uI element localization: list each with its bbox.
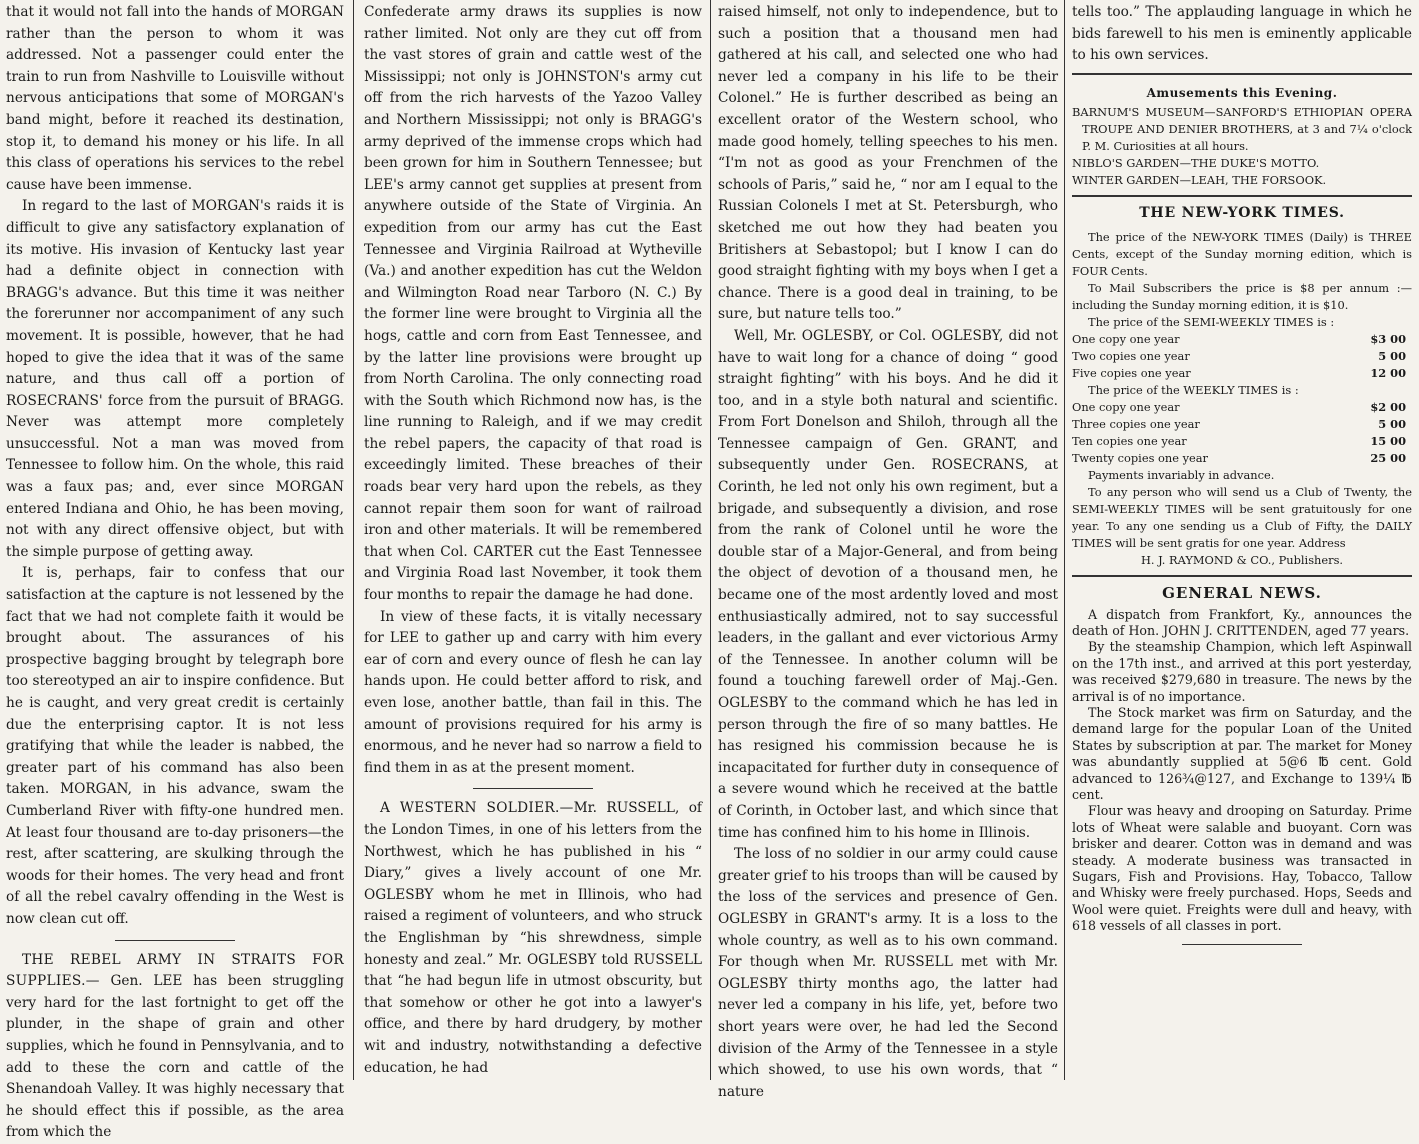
club-offer: To any person who will send us a Club of Twenty, the SEMI-WEEKLY TIMES will be sent gratuitously for one year. To any one sending us a Club of Fifty, the DAILY TIMES will be sent gratis for one year. Address <box>1072 484 1412 550</box>
news-item: By the steamship Champion, which left Aspinwall on the 17th inst., and arrived at this port yesterday, was received $279,680 in treasure. The news by the arrival is of no importance. <box>1072 639 1412 704</box>
paragraph: The loss of no soldier in our army could cause greater grief to his troops than will be caused by the loss of the services and presence of Gen. OGLESBY in GRANT's army. It is a loss to the whole country, as well as to his own command. For though when Mr. RUSSELL met with Mr. OGLESBY thirty months ago, the latter had never led a company in his life, yet, before two short years were over, he had led the Second division of the Army of the Tennessee in a style which showed, to use his own words, that “ nature <box>718 846 1059 1100</box>
paragraph: It is, perhaps, fair to confess that our satisfaction at the capture is not lessened by the fact that we had not complete faith it would be brought about. The assurances of his prospective bagging brought by telegraph bore too stereotyped an air to inspire confidence. But he is caught, and very great credit is certainly due the enterprising captor. It is not less gratifying that while the leader is nabbed, the greater part of his command has also been taken. MORGAN, in his advance, swam the Cumberland River with fifty-one hundred men. At least four thousand are to-day prisoners—the rest, after scattering, are skulking through the woods for their homes. The very head and front of all the rebel cavalry offending in the West is now clean cut off. <box>6 565 344 927</box>
paragraph: Confederate army draws its supplies is now rather limited. Not only are they cut off from the vast stores of grain and cattle west of the Mississippi; not only is JOHNSTON's army cut off from the rich harvests of the Yazoo Valley and Northern Mississippi; not only is BRAGG's army deprived of the immense crops which had been grown for him in Southern Tennessee; but LEE's army cannot get supplies at present from anywhere outside of the State of Virginia. An expedition from our army has cut the East Tennessee and Virginia Railroad at Wytheville (Va.) and another expedition has cut the Weldon and Wilmington Road near Tarboro (N. C.) By the former line were brought to Virginia all the hogs, cattle and corn from East Tennessee, and by the latter line provisions were brought up from North Carolina. The only connecting road with the South which Richmond now has, is the line running to Raleigh, and if we may credit the rebel papers, the capacity of that road is exceedingly limited. These breaches of their roads bear very hard upon the rebels, as they cannot repair them soon for want of railroad iron and other materials. It will be remembered that when Col. CARTER cut the East Tennessee and Virginia Road last November, it took them four months to repair the damage he had done. <box>364 4 702 604</box>
publisher-line: H. J. RAYMOND & CO., Publishers. <box>1140 552 1344 567</box>
price-amount: $2 00 <box>1370 399 1406 414</box>
price-amount: 15 00 <box>1370 433 1406 448</box>
paragraph: that it would not fall into the hands of MORGAN rather than the person to whom it was addressed. Not a passenger could enter the train to run from Nashville to Louisville without nervous anticipations that some of MORGAN's band might, before it reached its destination, stop it, to demand his money or his life. In all this class of operations his services to the rebel cause have been immense. <box>6 4 344 193</box>
column-2 <box>364 2 702 1078</box>
article-title: THE REBEL ARMY IN STRAITS FOR SUPPLIES.— <box>6 951 344 990</box>
column-rule <box>1064 0 1065 1080</box>
article-separator <box>1182 944 1302 945</box>
news-item: A dispatch from Frankfort, Ky., announces the death of Hon. JOHN J. CRITTENDEN, aged 77 years. <box>1072 606 1412 638</box>
price-label: Three copies one year <box>1072 416 1200 431</box>
price-amount: 5 00 <box>1378 416 1406 431</box>
weekly-label: The price of the WEEKLY TIMES is : <box>1088 382 1299 397</box>
amusements-heading: Amusements this Evening. <box>1146 85 1338 100</box>
paragraph: raised himself, not only to independence, but to such a position that a thousand men had gathered at his call, and selected one who had never led a company in his life to be their Colonel.” He is further described as being an excellent orator of the Western school, who made good homely, telling speeches to his men. “I'm not as good as your Frenchmen of the schools of Paris,” said he, “ nor am I equal to the Russian Colonels I met at St. Petersburgh, who sketched me out how they had beaten you Britishers at Sebastopol; but I know I can do good straight fighting with my boys when I get a chance. There is a good deal in training, to be sure, but nature tells too.” <box>718 4 1058 323</box>
section-separator <box>1072 575 1412 577</box>
amusement-item: NIBLO'S GARDEN—THE DUKE'S MOTTO. <box>1072 156 1320 171</box>
amusement-item: BARNUM'S MUSEUM—SANFORD'S ETHIOPIAN OPERA TROUPE AND DENIER BROTHERS, at 3 and 7¼ o'clock P. M. Curiosities at all hours. <box>1072 105 1412 154</box>
paragraph: Well, Mr. OGLESBY, or Col. OGLESBY, did not have to wait long for a chance of doing “ good straight fighting” with his boys. And he did it too, and in a style both natural and scientific. From Fort Donelson and Shiloh, through all the Tennessee campaign of Gen. GRANT, and subsequently under Gen. ROSECRANS, at Corinth, he led not only his own regiment, but a brigade, and subsequently a division, and rose from the rank of Colonel until he wore the double star of a Major-General, and from being the object of devotion of a thousand men, he became one of the most ardently loved and most enthusiastically admired, not to say successful leaders, in the gallant and ever victorious Army of the Tennessee. In another column will be found a touching farewell order of Maj.-Gen. OGLESBY to the command which he has led in person through the fire of so many battles. He has resigned his commission because he is incapacitated for further duty in consequence of a severe wound which he received at the battle of Corinth, in October last, and which since that time has confined him to his home in Illinois. <box>718 327 1058 841</box>
nyt-heading: THE NEW-YORK TIMES. <box>1139 205 1345 222</box>
column-3 <box>718 2 1059 1100</box>
payments-note: Payments invariably in advance. <box>1088 467 1275 482</box>
column-4 <box>1072 2 1412 1078</box>
price-row <box>1072 416 1412 433</box>
price-label: Two copies one year <box>1072 348 1190 363</box>
article-western-soldier <box>364 798 702 1079</box>
news-item: Flour was heavy and drooping on Saturday. Prime lots of Wheat were salable and buoyant. Corn was brisker and dearer. Cotton was in demand and was steady. A moderate business was transacted in Sugars, Fish and Provisions. Hay, Tobacco, Tallow and Whisky were freely purchased. Hops, Seeds and Wool were quiet. Freights were dull and heavy, with 618 vessels of all classes in port. <box>1072 803 1412 934</box>
amusement-item: WINTER GARDEN—LEAH, THE FORSOOK. <box>1072 173 1327 188</box>
price-row <box>1072 365 1412 382</box>
article-title: A WESTERN SOLDIER.— <box>380 800 574 817</box>
section-separator <box>1072 195 1412 197</box>
column-rule <box>710 0 711 1080</box>
paragraph: tells too.” The applauding language in which he bids farewell to his men is eminently applicable to his own services. <box>1072 4 1412 64</box>
price-label: One copy one year <box>1072 399 1180 414</box>
news-item: The Stock market was firm on Saturday, and the demand large for the popular Loan of the United States by subscription at par. The market for Money was abundantly supplied at 5@6 ℔ cent. Gold advanced to 126¾@127, and Exchange to 139¼ ℔ cent. <box>1072 705 1412 803</box>
article-separator <box>115 940 235 941</box>
price-row <box>1072 399 1412 416</box>
price-label: Ten copies one year <box>1072 433 1187 448</box>
article-body: Gen. LEE has been struggling very hard for the last fortnight to get off the plunder, in the shape of grain and other supplies, which he found in Pennsylvania, and to add to these the corn and cattle of the Shenandoah Valley. It was highly necessary that he should effect this if possible, as the area from which the <box>6 973 344 1141</box>
price-amount: 12 00 <box>1370 365 1406 380</box>
price-amount: 5 00 <box>1378 348 1406 363</box>
nyt-price-daily: The price of the NEW-YORK TIMES (Daily) is THREE Cents, except of the Sunday morning edition, which is FOUR Cents. <box>1072 229 1412 278</box>
price-row <box>1072 450 1412 467</box>
price-amount: $3 00 <box>1370 331 1406 346</box>
article-body: Mr. RUSSELL, of the London Times, in one of his letters from the Northwest, which he has published in his “ Diary,” gives a lively account of one Mr. OGLESBY whom he met in Illinois, who had raised a regiment of volunteers, and who struck the Englishman by “his shrewdness, simple honesty and zeal.” Mr. OGLESBY told RUSSELL that “he had begun life in utmost obscurity, but that somehow or other he got into a lawyer's office, and there by hard drudgery, by mother wit and industry, notwithstanding a defective education, he had <box>364 800 702 1076</box>
general-news-heading: GENERAL NEWS. <box>1162 583 1322 602</box>
paragraph: In view of these facts, it is vitally necessary for LEE to gather up and carry with him every ear of corn and every ounce of flesh he can lay hands upon. He could better afford to risk, and even lose, another battle, than fail in this. The amount of provisions required for his army is enormous, and he never had so narrow a field to find them in as at the present moment. <box>364 608 702 776</box>
price-label: One copy one year <box>1072 331 1180 346</box>
nyt-price-mail: To Mail Subscribers the price is $8 per annum :—including the Sunday morning edition, it is $10. <box>1072 280 1412 312</box>
price-row <box>1072 331 1412 348</box>
amusements-list <box>1072 104 1412 189</box>
paragraph: In regard to the last of MORGAN's raids it is difficult to give any satisfactory explanation of its motive. His invasion of Kentucky last year had a definite object in connection with BRAGG's advance. But this time it was neither the forerunner nor accompaniment of any such movement. It is possible, however, that he had hoped to give the idea that it was of the same nature, and thus call off a portion of ROSECRANS' force from the pursuit of BRAGG. Never was attempt more completely unsuccessful. Not a man was moved from Tennessee to follow him. On the whole, this raid was a faux pas; and, ever since MORGAN entered Indiana and Ohio, he has been moving, not with any direct offensive object, but with the simple purpose of getting away. <box>6 198 344 560</box>
section-separator <box>1072 73 1412 75</box>
column-1 <box>6 2 344 1141</box>
column-rule <box>353 0 354 1080</box>
price-row <box>1072 433 1412 450</box>
price-label: Twenty copies one year <box>1072 450 1208 465</box>
semi-weekly-label: The price of the SEMI-WEEKLY TIMES is : <box>1088 314 1335 329</box>
price-amount: 25 00 <box>1370 450 1406 465</box>
article-separator <box>473 788 593 789</box>
article-rebel-army <box>6 950 344 1144</box>
general-news <box>1072 607 1412 935</box>
price-label: Five copies one year <box>1072 365 1191 380</box>
price-row <box>1072 348 1412 365</box>
